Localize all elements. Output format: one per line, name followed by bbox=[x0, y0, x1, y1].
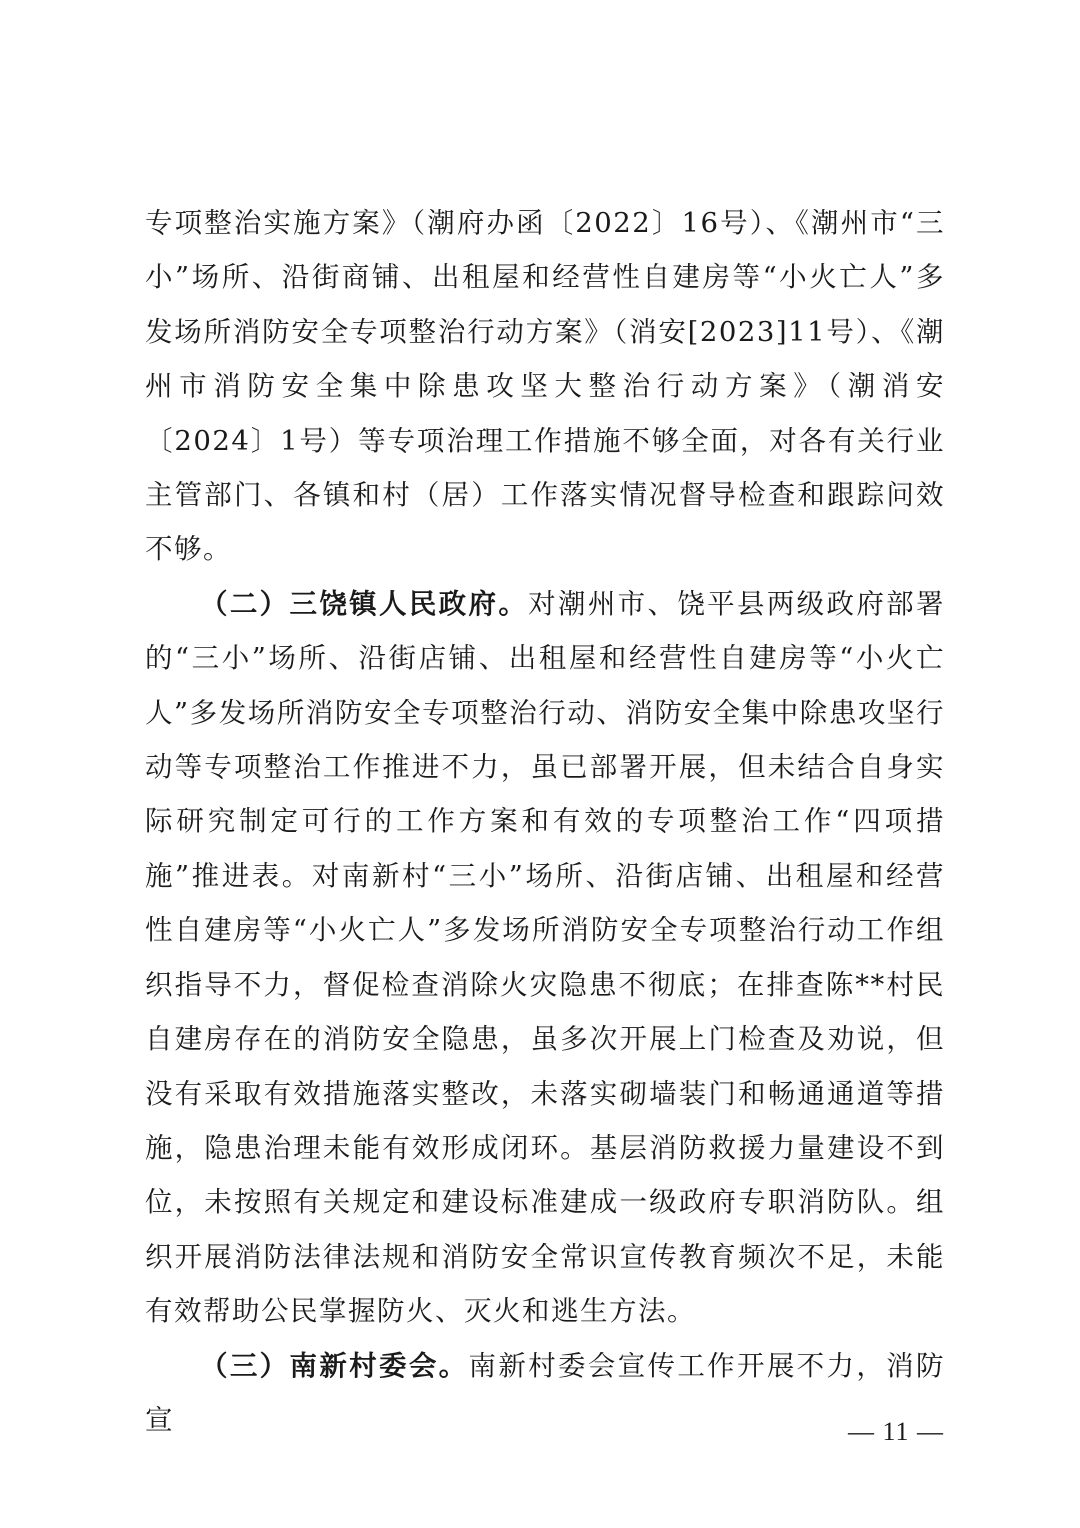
paragraph-section-2 bbox=[145, 577, 945, 1339]
paragraph-continuation bbox=[145, 196, 945, 577]
paragraph-text: 对潮州市、饶平县两级政府部署的“三小”场所、沿街店铺、出租屋和经营性自建房等“小火亡人”多发场所消防安全专项整治行动、消防安全集中除患攻坚行动等专项整治工作推进不力，虽已部署开展，但未结合自身实际研究制定可行的工作方案和有效的专项整治工作“四项措施”推进表。对南新村“三小”场所、沿街店铺、出租屋和经营性自建房等“小火亡人”多发场所消防安全专项整治行动工作组织指导不力，督促检查消除火灾隐患不彻底；在排查陈**村民自建房存在的消防安全隐患，虽多次开展上门检查及劝说，但没有采取有效措施落实整改，未落实砌墙装门和畅通通道等措施，隐患治理未能有效形成闭环。基层消防救援力量建设不到位，未按照有关规定和建设标准建成一级政府专职消防队。组织开展消防法律法规和消防安全常识宣传教育频次不足，未能有效帮助公民掌握防火、灭火和逃生方法。 bbox=[145, 587, 946, 1328]
body-text bbox=[145, 196, 945, 1447]
paragraph-text: 专项整治实施方案》（潮府办函〔2022〕16号）、《潮州市“三小”场所、沿街商铺、出租屋和经营性自建房等“小火亡人”多发场所消防安全专项整治行动方案》（消安[2023]11号）、《潮州市消防安全集中除患攻坚大整治行动方案》（潮消安〔2024〕1号）等专项治理工作措施不够全面，对各有关行业主管部门、各镇和村（居）工作落实情况督导检查和跟踪问效不够。 bbox=[145, 207, 945, 566]
section-heading: （二）三饶镇人民政府。 bbox=[200, 587, 529, 620]
paragraph-text: 南新村委会宣传工作开展不力，消防宣 bbox=[145, 1349, 945, 1436]
section-heading: （三）南新村委会。 bbox=[200, 1349, 469, 1382]
paragraph-section-3 bbox=[145, 1339, 945, 1448]
page-number: — 11 — bbox=[847, 1417, 945, 1446]
